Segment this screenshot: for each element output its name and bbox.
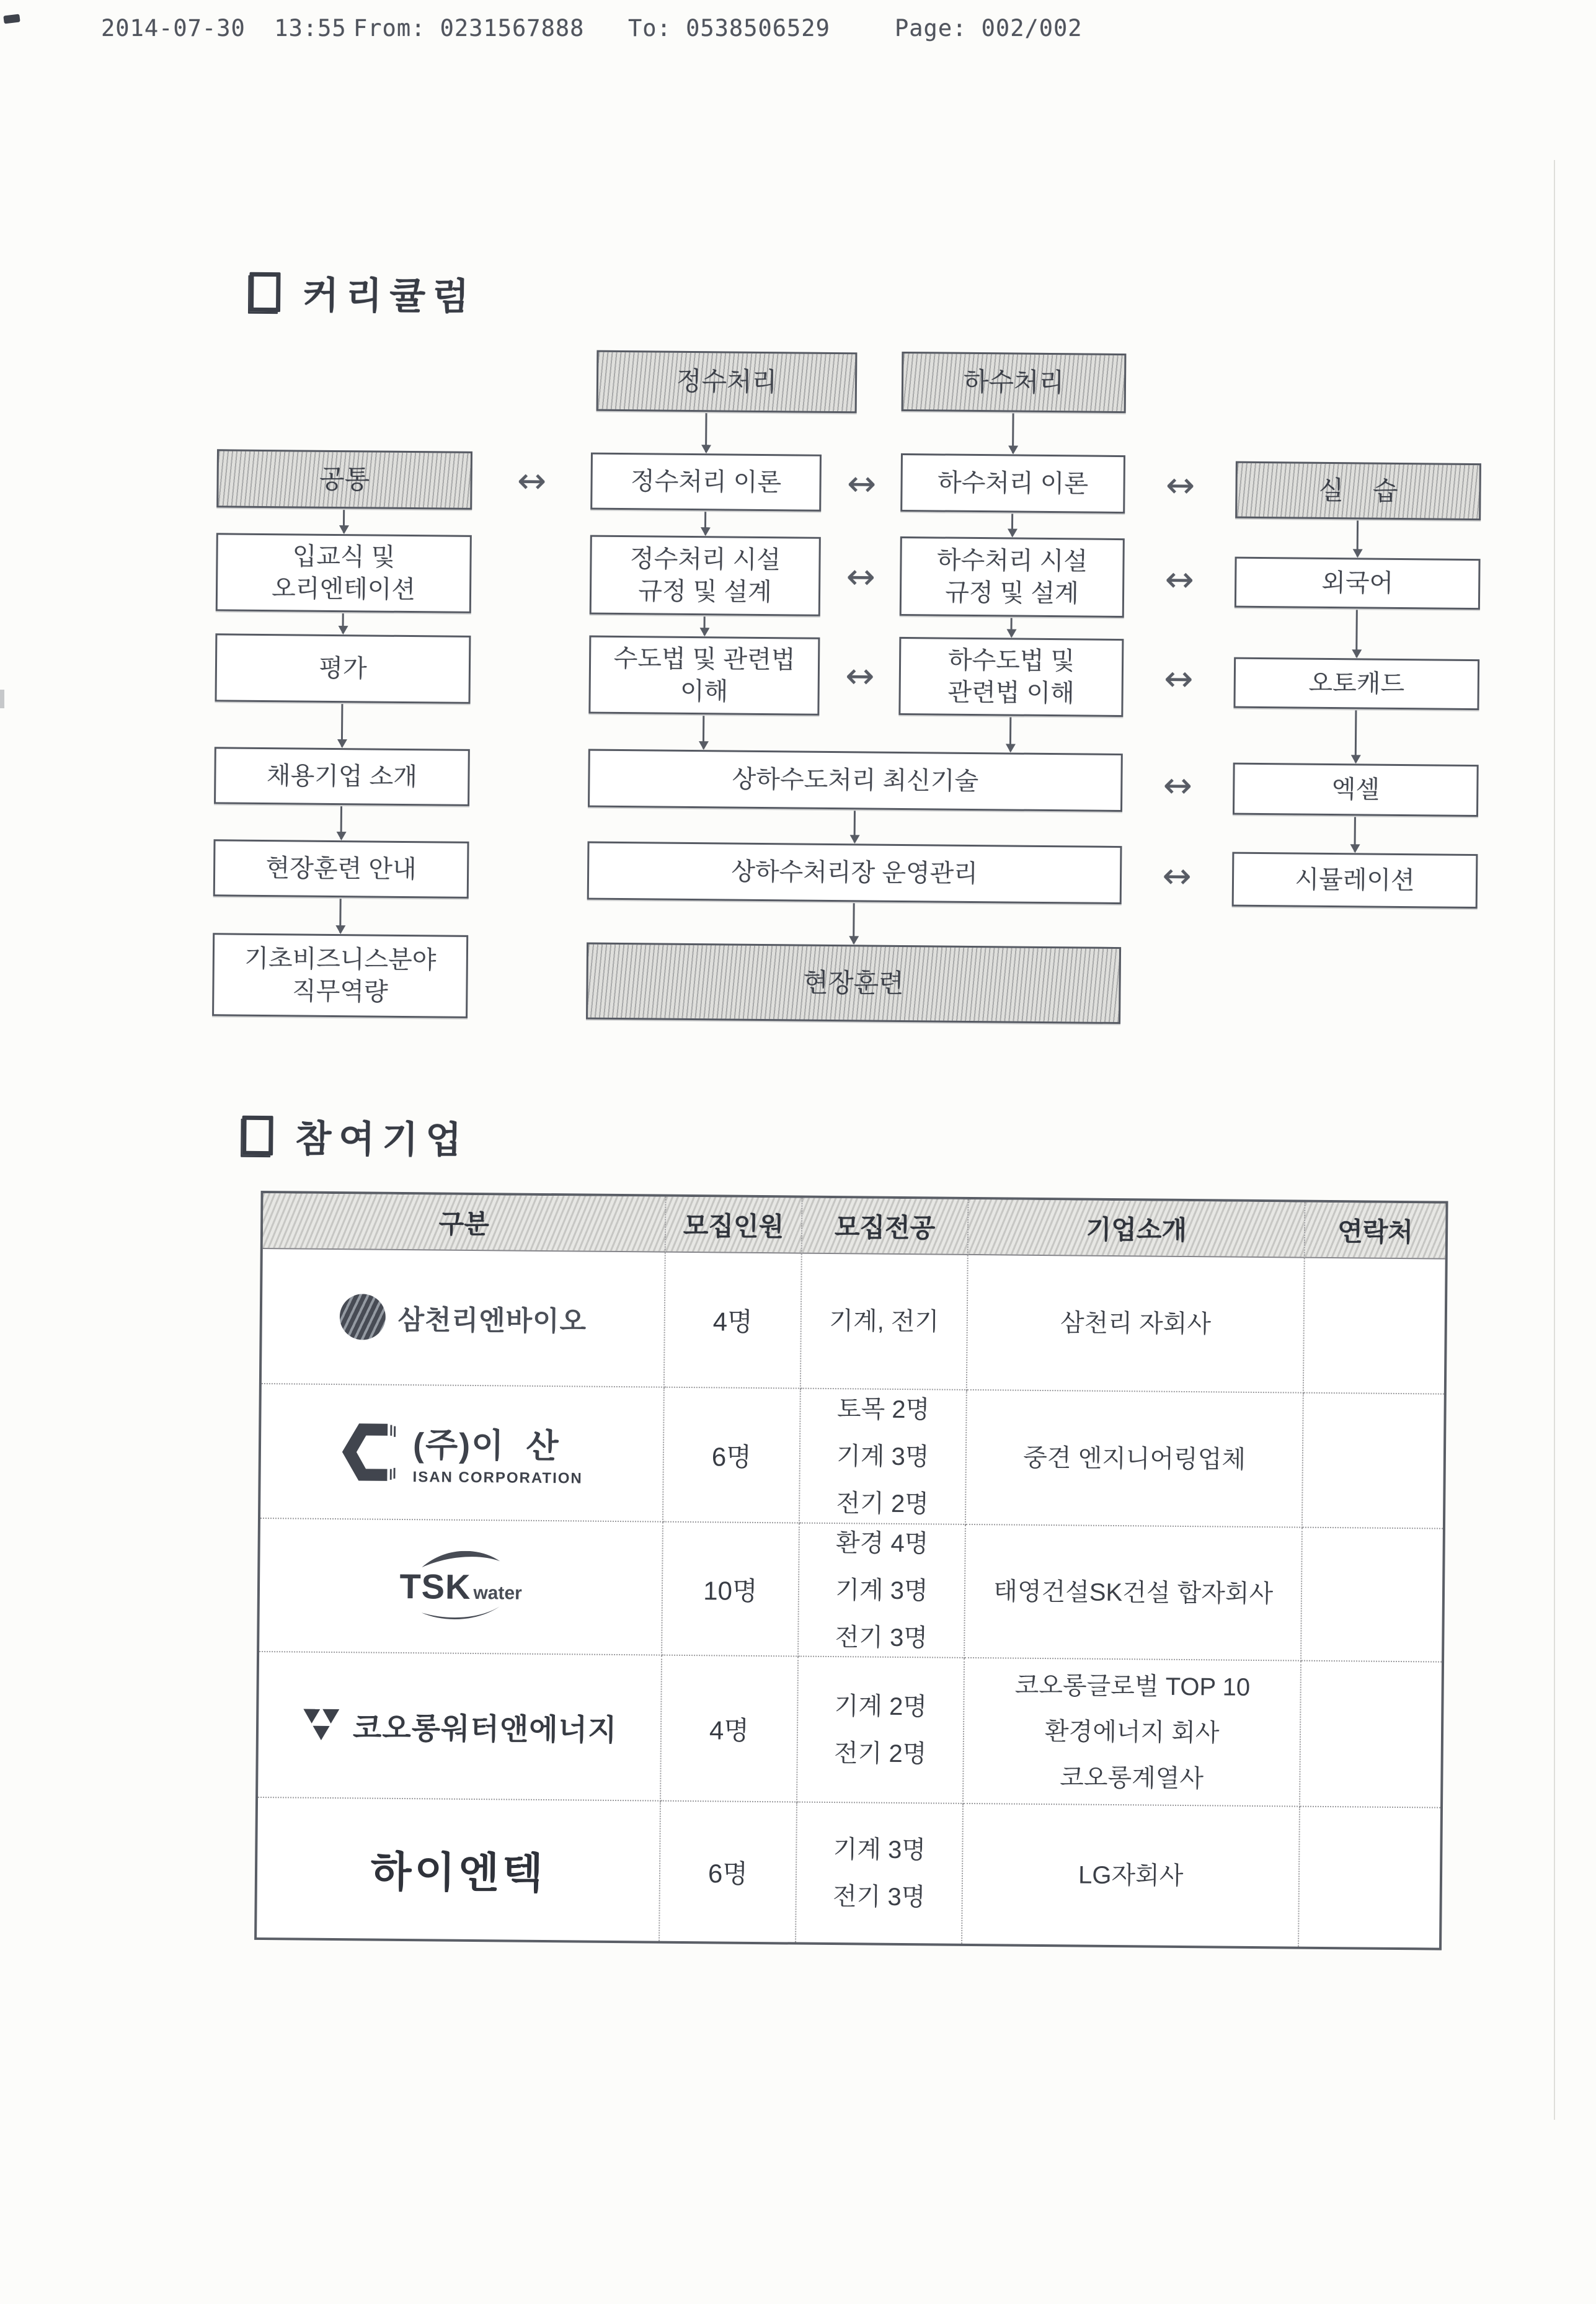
flow-box-water-theory: 정수처리 이론 xyxy=(590,453,822,512)
flow-box-water-law: 수도법 및 관련법 이해 xyxy=(588,636,820,716)
down-arrow xyxy=(703,716,704,749)
double-arrow-icon: ↔ xyxy=(1163,765,1192,806)
majors-cell: 환경 4명 기계 3명 전기 3명 xyxy=(799,1524,967,1658)
section-label: 참여기업 xyxy=(295,1109,469,1163)
fax-to: To: 0538506529 xyxy=(628,15,830,42)
fax-page-number: Page: 002/002 xyxy=(895,15,1083,42)
table-header-count: 모집인원 xyxy=(666,1197,802,1254)
intro-cell: 중견 엔지니어링업체 xyxy=(966,1390,1303,1528)
company-name: 삼천리엔바이오 xyxy=(397,1297,587,1339)
isan-cube-logo-icon xyxy=(341,1422,401,1482)
kolon-triangles-logo-icon xyxy=(302,1707,340,1743)
majors-cell: 기계, 전기 xyxy=(800,1254,969,1390)
table-header-contact: 연락처 xyxy=(1305,1203,1446,1260)
company-cell-hientech xyxy=(257,1798,661,1941)
flow-box-excel: 엑셀 xyxy=(1233,763,1479,817)
intro-cell: 삼천리 자회사 xyxy=(967,1255,1305,1394)
tsk-swoosh-bottom-icon xyxy=(419,1604,502,1623)
company-subname: water xyxy=(473,1583,522,1603)
fax-from: From: 0231567888 xyxy=(353,15,584,42)
flow-box-sewage-header: 하수처리 xyxy=(902,352,1127,413)
down-arrow xyxy=(341,704,344,747)
down-arrow xyxy=(1010,618,1012,636)
contact-cell xyxy=(1299,1807,1440,1948)
company-name: 코오롱워터앤에너지 xyxy=(353,1704,618,1749)
double-arrow-icon: ↔ xyxy=(1164,659,1193,699)
company-cell-tsk xyxy=(259,1519,663,1656)
companies-section-title xyxy=(242,1109,469,1164)
contact-cell xyxy=(1300,1661,1442,1808)
double-arrow-icon: ↔ xyxy=(1162,856,1191,896)
flow-box-simulation: 시뮬레이션 xyxy=(1232,852,1478,909)
flow-box-recruiting-companies: 채용기업 소개 xyxy=(214,747,470,806)
count-cell: 4명 xyxy=(661,1656,798,1803)
majors-cell: 기계 2명 전기 2명 xyxy=(797,1657,965,1804)
down-arrow xyxy=(705,413,707,452)
double-arrow-icon: ↔ xyxy=(517,461,546,501)
section-label: 커리큘럼 xyxy=(303,266,477,321)
majors-cell: 기계 3명 전기 3명 xyxy=(796,1803,964,1944)
flow-box-practice-header: 실 습 xyxy=(1235,461,1481,520)
company-subname: ISAN CORPORATION xyxy=(412,1469,582,1487)
flow-box-foreign-language: 외국어 xyxy=(1235,557,1481,610)
double-arrow-icon: ↔ xyxy=(1166,465,1195,505)
down-arrow xyxy=(340,806,342,839)
flow-box-plant-operation: 상하수처리장 운영관리 xyxy=(587,842,1122,905)
tsk-logo xyxy=(399,1550,522,1623)
flow-box-water-facility: 정수처리 시설 규정 및 설계 xyxy=(590,535,821,616)
flow-box-latest-technology: 상하수도처리 최신기술 xyxy=(588,749,1123,812)
globe-logo-icon xyxy=(339,1294,386,1340)
down-arrow xyxy=(1354,817,1355,852)
company-cell-kolon xyxy=(258,1652,662,1802)
down-arrow xyxy=(703,616,705,635)
double-arrow-icon: ↔ xyxy=(847,464,876,504)
table-header-intro: 기업소개 xyxy=(969,1199,1305,1258)
double-arrow-icon: ↔ xyxy=(845,656,874,696)
down-arrow xyxy=(339,899,341,933)
flow-box-autocad: 오토캐드 xyxy=(1233,657,1479,710)
company-name: (주)이 산 xyxy=(413,1418,560,1467)
count-cell: 6명 xyxy=(660,1802,797,1942)
flow-box-sewage-facility: 하수처리 시설 규정 및 설계 xyxy=(900,536,1125,618)
flow-box-orientation: 입교식 및 오리엔테이션 xyxy=(216,533,472,613)
down-arrow xyxy=(704,512,706,535)
intro-cell: LG자회사 xyxy=(963,1804,1300,1947)
company-cell-isan xyxy=(260,1384,665,1523)
flow-box-sewage-law: 하수도법 및 관련법 이해 xyxy=(898,637,1124,717)
double-arrow-icon: ↔ xyxy=(846,557,876,597)
curriculum-section-title xyxy=(249,265,477,321)
majors-cell: 토목 2명 기계 3명 전기 2명 xyxy=(800,1389,968,1525)
count-cell: 10명 xyxy=(662,1523,799,1657)
flow-box-water-header: 정수처리 xyxy=(596,350,858,414)
flow-box-field-training-guide: 현장훈련 안내 xyxy=(213,839,469,899)
down-arrow xyxy=(1355,610,1358,657)
double-arrow-icon: ↔ xyxy=(1165,559,1194,600)
company-cell-samchully xyxy=(262,1249,666,1388)
company-name: TSK xyxy=(399,1568,471,1604)
checkbox-icon xyxy=(249,272,281,312)
down-arrow xyxy=(1012,414,1014,453)
table-header-category: 구분 xyxy=(263,1193,667,1253)
down-arrow xyxy=(342,613,344,633)
count-cell: 6명 xyxy=(663,1388,800,1524)
down-arrow xyxy=(343,510,345,533)
down-arrow xyxy=(1009,717,1011,751)
down-arrow xyxy=(854,811,856,842)
contact-cell xyxy=(1301,1528,1443,1663)
flow-box-evaluation: 평가 xyxy=(215,633,471,704)
flow-box-field-training: 현장훈련 xyxy=(586,943,1121,1025)
flow-box-basic-business: 기초비즈니스분야 직무역량 xyxy=(212,933,468,1018)
count-cell: 4명 xyxy=(665,1253,802,1389)
down-arrow xyxy=(1011,514,1013,536)
companies-table xyxy=(254,1191,1448,1950)
checkbox-icon xyxy=(242,1116,273,1155)
intro-cell: 코오롱글로벌 TOP 10 환경에너지 회사 코오롱계열사 xyxy=(964,1658,1301,1807)
table-header-majors: 모집전공 xyxy=(802,1198,969,1255)
contact-cell xyxy=(1304,1258,1445,1395)
company-name: 하이엔텍 xyxy=(370,1839,546,1900)
intro-cell: 태영건설SK건설 합자회사 xyxy=(965,1525,1303,1661)
down-arrow xyxy=(853,903,855,943)
fax-datetime: 2014-07-30 13:55 xyxy=(101,15,347,42)
flow-box-common-header: 공통 xyxy=(216,449,472,510)
contact-cell xyxy=(1303,1394,1444,1529)
down-arrow xyxy=(1357,520,1359,556)
down-arrow xyxy=(1355,710,1357,762)
flow-box-sewage-theory: 하수처리 이론 xyxy=(900,453,1125,514)
